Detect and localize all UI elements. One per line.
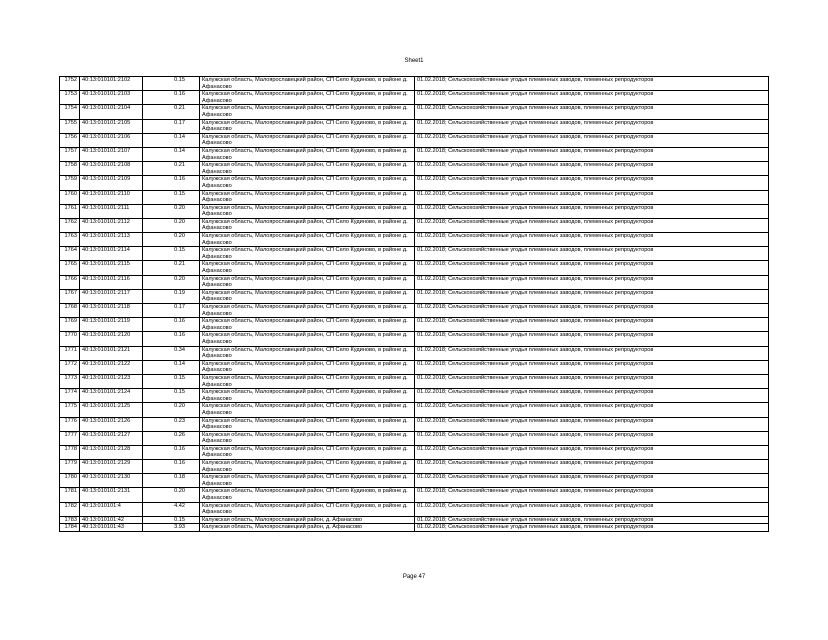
- address-cell: Калужская область, Малоярославецкий район, СП Село Кудиново, в районе д. Афанасово: [200, 77, 415, 91]
- area-cell: 0.19: [143, 289, 200, 303]
- cadastral-number-cell: 40:13:010101:2106: [80, 133, 143, 147]
- cadastral-number-cell: 40:13:010101:2124: [80, 389, 143, 403]
- address-cell: Калужская область, Малоярославецкий район, СП Село Кудиново, в районе д. Афанасово: [200, 332, 415, 346]
- land-category-cell: 01.02.2018; Сельскохозяйственные угодья племенных заводов, племенных репродукторов: [415, 360, 769, 374]
- cadastral-number-cell: 40:13:010101:2130: [80, 474, 143, 488]
- cadastral-number-cell: 40:13:010101:2121: [80, 346, 143, 360]
- cadastral-number-cell: 40:13:010101:2120: [80, 332, 143, 346]
- area-cell: 0.15: [143, 190, 200, 204]
- area-cell: 0.15: [143, 516, 200, 524]
- address-cell: Калужская область, Малоярославецкий район, СП Село Кудиново, в районе д. Афанасово: [200, 389, 415, 403]
- cadastral-number-cell: 40:13:010101:2104: [80, 105, 143, 119]
- row-number-cell: 1771: [60, 346, 80, 360]
- area-cell: 0.14: [143, 360, 200, 374]
- land-category-cell: 01.02.2018; Сельскохозяйственные угодья племенных заводов, племенных репродукторов: [415, 524, 769, 532]
- cadastral-number-cell: 40:13:010101:2116: [80, 275, 143, 289]
- row-number-cell: 1783: [60, 516, 80, 524]
- table-row: [60, 318, 769, 332]
- address-cell: Калужская область, Малоярославецкий район, СП Село Кудиново, в районе д. Афанасово: [200, 133, 415, 147]
- land-category-cell: 01.02.2018; Сельскохозяйственные угодья племенных заводов, племенных репродукторов: [415, 332, 769, 346]
- table-row: [60, 445, 769, 459]
- address-cell: Калужская область, Малоярославецкий район, д. Афанасово: [200, 516, 415, 524]
- address-cell: Калужская область, Малоярославецкий район, СП Село Кудиново, в районе д. Афанасово: [200, 502, 415, 516]
- land-category-cell: 01.02.2018; Сельскохозяйственные угодья племенных заводов, племенных репродукторов: [415, 190, 769, 204]
- sheet-title: Sheet1: [404, 58, 424, 64]
- address-cell: Калужская область, Малоярославецкий район, СП Село Кудиново, в районе д. Афанасово: [200, 488, 415, 502]
- row-number-cell: 1755: [60, 119, 80, 133]
- row-number-cell: 1753: [60, 91, 80, 105]
- cadastral-number-cell: 40:13:010101:2102: [80, 77, 143, 91]
- cadastral-number-cell: 40:13:010101:2118: [80, 304, 143, 318]
- table-row: [60, 417, 769, 431]
- cadastral-number-cell: 40:13:010101:2129: [80, 460, 143, 474]
- table-row: [60, 261, 769, 275]
- area-cell: 0.21: [143, 162, 200, 176]
- area-cell: 0.14: [143, 133, 200, 147]
- row-number-cell: 1763: [60, 233, 80, 247]
- area-cell: 0.17: [143, 304, 200, 318]
- area-cell: 0.18: [143, 474, 200, 488]
- land-category-cell: 01.02.2018; Сельскохозяйственные угодья племенных заводов, племенных репродукторов: [415, 474, 769, 488]
- table-row: [60, 91, 769, 105]
- address-cell: Калужская область, Малоярославецкий район, СП Село Кудиново, в районе д. Афанасово: [200, 346, 415, 360]
- table-row: [60, 374, 769, 388]
- address-cell: Калужская область, Малоярославецкий район, СП Село Кудиново, в районе д. Афанасово: [200, 289, 415, 303]
- land-category-cell: 01.02.2018; Сельскохозяйственные угодья племенных заводов, племенных репродукторов: [415, 488, 769, 502]
- land-category-cell: 01.02.2018; Сельскохозяйственные угодья племенных заводов, племенных репродукторов: [415, 176, 769, 190]
- cadastral-number-cell: 40:13:010101:43: [80, 524, 143, 532]
- table-row: [60, 360, 769, 374]
- land-category-cell: 01.02.2018; Сельскохозяйственные угодья племенных заводов, племенных репродукторов: [415, 77, 769, 91]
- row-number-cell: 1777: [60, 431, 80, 445]
- area-cell: 0.20: [143, 275, 200, 289]
- land-category-cell: 01.02.2018; Сельскохозяйственные угодья племенных заводов, племенных репродукторов: [415, 233, 769, 247]
- address-cell: Калужская область, Малоярославецкий район, СП Село Кудиново, в районе д. Афанасово: [200, 460, 415, 474]
- land-category-cell: 01.02.2018; Сельскохозяйственные угодья племенных заводов, племенных репродукторов: [415, 275, 769, 289]
- area-cell: 0.20: [143, 403, 200, 417]
- area-cell: 0.16: [143, 91, 200, 105]
- table-row: [60, 524, 769, 532]
- address-cell: Калужская область, Малоярославецкий район, СП Село Кудиново, в районе д. Афанасово: [200, 275, 415, 289]
- address-cell: Калужская область, Малоярославецкий район, СП Село Кудиново, в районе д. Афанасово: [200, 417, 415, 431]
- cadastral-number-cell: 40:13:010101:2107: [80, 147, 143, 161]
- land-category-cell: 01.02.2018; Сельскохозяйственные угодья племенных заводов, племенных репродукторов: [415, 403, 769, 417]
- table-row: [60, 332, 769, 346]
- cadastral-number-cell: 40:13:010101:2109: [80, 176, 143, 190]
- land-category-cell: 01.02.2018; Сельскохозяйственные угодья племенных заводов, племенных репродукторов: [415, 431, 769, 445]
- row-number-cell: 1773: [60, 374, 80, 388]
- land-category-cell: 01.02.2018; Сельскохозяйственные угодья племенных заводов, племенных репродукторов: [415, 346, 769, 360]
- address-cell: Калужская область, Малоярославецкий район, СП Село Кудиново, в районе д. Афанасово: [200, 204, 415, 218]
- land-category-cell: 01.02.2018; Сельскохозяйственные угодья племенных заводов, племенных репродукторов: [415, 318, 769, 332]
- table-row: [60, 474, 769, 488]
- table-row: [60, 502, 769, 516]
- cadastral-number-cell: 40:13:010101:2127: [80, 431, 143, 445]
- table-row: [60, 233, 769, 247]
- cadastral-number-cell: 40:13:010101:42: [80, 516, 143, 524]
- table-row: [60, 119, 769, 133]
- address-cell: Калужская область, Малоярославецкий район, СП Село Кудиново, в районе д. Афанасово: [200, 91, 415, 105]
- cadastral-number-cell: 40:13:010101:2122: [80, 360, 143, 374]
- address-cell: Калужская область, Малоярославецкий район, СП Село Кудиново, в районе д. Афанасово: [200, 304, 415, 318]
- area-cell: 4.42: [143, 502, 200, 516]
- row-number-cell: 1781: [60, 488, 80, 502]
- land-category-cell: 01.02.2018; Сельскохозяйственные угодья племенных заводов, племенных репродукторов: [415, 502, 769, 516]
- area-cell: 0.20: [143, 233, 200, 247]
- address-cell: Калужская область, Малоярославецкий район, СП Село Кудиново, в районе д. Афанасово: [200, 147, 415, 161]
- area-cell: 0.20: [143, 204, 200, 218]
- cadastral-number-cell: 40:13:010101:2114: [80, 247, 143, 261]
- area-cell: 0.23: [143, 417, 200, 431]
- row-number-cell: 1775: [60, 403, 80, 417]
- area-cell: 0.15: [143, 374, 200, 388]
- cadastral-number-cell: 40:13:010101:2119: [80, 318, 143, 332]
- area-cell: 0.16: [143, 318, 200, 332]
- land-category-cell: 01.02.2018; Сельскохозяйственные угодья племенных заводов, племенных репродукторов: [415, 261, 769, 275]
- area-cell: 0.16: [143, 176, 200, 190]
- row-number-cell: 1776: [60, 417, 80, 431]
- row-number-cell: 1767: [60, 289, 80, 303]
- address-cell: Калужская область, Малоярославецкий район, СП Село Кудиново, в районе д. Афанасово: [200, 247, 415, 261]
- area-cell: 3.93: [143, 524, 200, 532]
- table-row: [60, 218, 769, 232]
- address-cell: Калужская область, Малоярославецкий район, СП Село Кудиново, в районе д. Афанасово: [200, 445, 415, 459]
- area-cell: 0.17: [143, 119, 200, 133]
- table-row: [60, 403, 769, 417]
- table-row: [60, 460, 769, 474]
- area-cell: 0.21: [143, 105, 200, 119]
- land-category-cell: 01.02.2018; Сельскохозяйственные угодья племенных заводов, племенных репродукторов: [415, 162, 769, 176]
- table-row: [60, 105, 769, 119]
- cadastral-number-cell: 40:13:010101:2108: [80, 162, 143, 176]
- cadastral-number-cell: 40:13:010101:2111: [80, 204, 143, 218]
- cadastral-number-cell: 40:13:010101:2125: [80, 403, 143, 417]
- row-number-cell: 1772: [60, 360, 80, 374]
- area-cell: 0.20: [143, 488, 200, 502]
- address-cell: Калужская область, Малоярославецкий район, СП Село Кудиново, в районе д. Афанасово: [200, 360, 415, 374]
- row-number-cell: 1758: [60, 162, 80, 176]
- land-category-cell: 01.02.2018; Сельскохозяйственные угодья племенных заводов, племенных репродукторов: [415, 147, 769, 161]
- address-cell: Калужская область, Малоярославецкий район, СП Село Кудиново, в районе д. Афанасово: [200, 431, 415, 445]
- area-cell: 0.20: [143, 218, 200, 232]
- land-category-cell: 01.02.2018; Сельскохозяйственные угодья племенных заводов, племенных репродукторов: [415, 119, 769, 133]
- address-cell: Калужская область, Малоярославецкий район, СП Село Кудиново, в районе д. Афанасово: [200, 190, 415, 204]
- table-row: [60, 389, 769, 403]
- area-cell: 0.15: [143, 389, 200, 403]
- table-row: [60, 176, 769, 190]
- area-cell: 0.15: [143, 247, 200, 261]
- cadastral-number-cell: 40:13:010101:2110: [80, 190, 143, 204]
- land-category-cell: 01.02.2018; Сельскохозяйственные угодья племенных заводов, племенных репродукторов: [415, 247, 769, 261]
- land-category-cell: 01.02.2018; Сельскохозяйственные угодья племенных заводов, племенных репродукторов: [415, 204, 769, 218]
- address-cell: Калужская область, Малоярославецкий район, СП Село Кудиново, в районе д. Афанасово: [200, 374, 415, 388]
- row-number-cell: 1764: [60, 247, 80, 261]
- page-number: Page 47: [402, 574, 426, 580]
- table-row: [60, 275, 769, 289]
- row-number-cell: 1762: [60, 218, 80, 232]
- row-number-cell: 1759: [60, 176, 80, 190]
- area-cell: 0.15: [143, 77, 200, 91]
- table-row: [60, 162, 769, 176]
- cadastral-number-cell: 40:13:010101:2115: [80, 261, 143, 275]
- cadastral-number-cell: 40:13:010101:2103: [80, 91, 143, 105]
- row-number-cell: 1782: [60, 502, 80, 516]
- cadastral-number-cell: 40:13:010101:2123: [80, 374, 143, 388]
- area-cell: 0.34: [143, 346, 200, 360]
- address-cell: Калужская область, Малоярославецкий район, д. Афанасово: [200, 524, 415, 532]
- row-number-cell: 1766: [60, 275, 80, 289]
- row-number-cell: 1756: [60, 133, 80, 147]
- row-number-cell: 1769: [60, 318, 80, 332]
- table-row: [60, 77, 769, 91]
- address-cell: Калужская область, Малоярославецкий район, СП Село Кудиново, в районе д. Афанасово: [200, 474, 415, 488]
- land-category-cell: 01.02.2018; Сельскохозяйственные угодья племенных заводов, племенных репродукторов: [415, 417, 769, 431]
- cadastral-number-cell: 40:13:010101:2113: [80, 233, 143, 247]
- row-number-cell: 1757: [60, 147, 80, 161]
- land-category-cell: 01.02.2018; Сельскохозяйственные угодья племенных заводов, племенных репродукторов: [415, 374, 769, 388]
- table-row: [60, 488, 769, 502]
- land-category-cell: 01.02.2018; Сельскохозяйственные угодья племенных заводов, племенных репродукторов: [415, 289, 769, 303]
- area-cell: 0.16: [143, 445, 200, 459]
- land-category-cell: 01.02.2018; Сельскохозяйственные угодья племенных заводов, племенных репродукторов: [415, 218, 769, 232]
- table-row: [60, 289, 769, 303]
- address-cell: Калужская область, Малоярославецкий район, СП Село Кудиново, в районе д. Афанасово: [200, 105, 415, 119]
- area-cell: 0.16: [143, 332, 200, 346]
- address-cell: Калужская область, Малоярославецкий район, СП Село Кудиново, в районе д. Афанасово: [200, 233, 415, 247]
- table-row: [60, 133, 769, 147]
- row-number-cell: 1760: [60, 190, 80, 204]
- land-category-cell: 01.02.2018; Сельскохозяйственные угодья племенных заводов, племенных репродукторов: [415, 516, 769, 524]
- cadastral-number-cell: 40:13:010101:2126: [80, 417, 143, 431]
- address-cell: Калужская область, Малоярославецкий район, СП Село Кудиново, в районе д. Афанасово: [200, 162, 415, 176]
- cadastral-number-cell: 40:13:010101:2128: [80, 445, 143, 459]
- cadastral-number-cell: 40:13:010101:2117: [80, 289, 143, 303]
- land-category-cell: 01.02.2018; Сельскохозяйственные угодья племенных заводов, племенных репродукторов: [415, 445, 769, 459]
- cadastral-number-cell: 40:13:010101:4: [80, 502, 143, 516]
- table-row: [60, 346, 769, 360]
- table-row: [60, 204, 769, 218]
- row-number-cell: 1784: [60, 524, 80, 532]
- cadastral-number-cell: 40:13:010101:2105: [80, 119, 143, 133]
- table-row: [60, 190, 769, 204]
- row-number-cell: 1761: [60, 204, 80, 218]
- area-cell: 0.16: [143, 460, 200, 474]
- row-number-cell: 1765: [60, 261, 80, 275]
- land-category-cell: 01.02.2018; Сельскохозяйственные угодья племенных заводов, племенных репродукторов: [415, 460, 769, 474]
- table-row: [60, 304, 769, 318]
- row-number-cell: 1780: [60, 474, 80, 488]
- land-plots-table: [59, 76, 769, 532]
- cadastral-number-cell: 40:13:010101:2131: [80, 488, 143, 502]
- row-number-cell: 1752: [60, 77, 80, 91]
- land-category-cell: 01.02.2018; Сельскохозяйственные угодья племенных заводов, племенных репродукторов: [415, 389, 769, 403]
- row-number-cell: 1768: [60, 304, 80, 318]
- area-cell: 0.26: [143, 431, 200, 445]
- land-category-cell: 01.02.2018; Сельскохозяйственные угодья племенных заводов, племенных репродукторов: [415, 91, 769, 105]
- area-cell: 0.21: [143, 261, 200, 275]
- row-number-cell: 1770: [60, 332, 80, 346]
- table-body: [60, 77, 769, 532]
- address-cell: Калужская область, Малоярославецкий район, СП Село Кудиново, в районе д. Афанасово: [200, 261, 415, 275]
- area-cell: 0.14: [143, 147, 200, 161]
- address-cell: Калужская область, Малоярославецкий район, СП Село Кудиново, в районе д. Афанасово: [200, 218, 415, 232]
- land-category-cell: 01.02.2018; Сельскохозяйственные угодья племенных заводов, племенных репродукторов: [415, 304, 769, 318]
- table-row: [60, 516, 769, 524]
- table-row: [60, 147, 769, 161]
- table-row: [60, 247, 769, 261]
- cadastral-number-cell: 40:13:010101:2112: [80, 218, 143, 232]
- land-category-cell: 01.02.2018; Сельскохозяйственные угодья племенных заводов, племенных репродукторов: [415, 105, 769, 119]
- row-number-cell: 1754: [60, 105, 80, 119]
- address-cell: Калужская область, Малоярославецкий район, СП Село Кудиново, в районе д. Афанасово: [200, 119, 415, 133]
- address-cell: Калужская область, Малоярославецкий район, СП Село Кудиново, в районе д. Афанасово: [200, 176, 415, 190]
- table-row: [60, 431, 769, 445]
- row-number-cell: 1778: [60, 445, 80, 459]
- address-cell: Калужская область, Малоярославецкий район, СП Село Кудиново, в районе д. Афанасово: [200, 403, 415, 417]
- row-number-cell: 1779: [60, 460, 80, 474]
- address-cell: Калужская область, Малоярославецкий район, СП Село Кудиново, в районе д. Афанасово: [200, 318, 415, 332]
- land-category-cell: 01.02.2018; Сельскохозяйственные угодья племенных заводов, племенных репродукторов: [415, 133, 769, 147]
- row-number-cell: 1774: [60, 389, 80, 403]
